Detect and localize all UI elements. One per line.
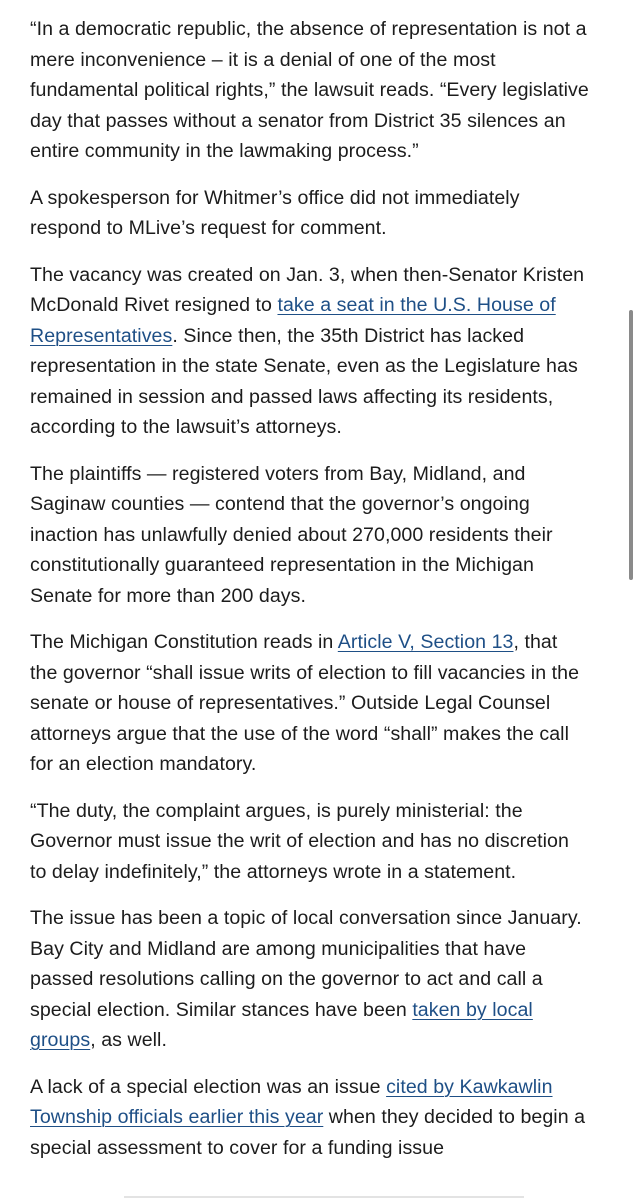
paragraph-lawsuit-quote: [30, 14, 590, 167]
bottom-divider: [124, 1196, 524, 1198]
paragraph-text: when they decided to begin a special assessment to cover for a funding issue: [30, 1106, 586, 1159]
paragraph-kawkawlin: [30, 1072, 590, 1164]
scrollbar-thumb[interactable]: [629, 310, 633, 580]
paragraph-text: The vacancy was created on Jan. 3, when then-Senator Kristen McDonald Rivet resigned to: [30, 263, 585, 316]
link-kawkawlin-township[interactable]: cited by Kawkawlin Township officials earlier this year: [30, 1075, 553, 1128]
paragraph-plaintiffs: [30, 459, 590, 612]
paragraph-text: . Since then, the 35th District has lacked representation in the state Senate, even as the Legislature has remained in session and passed laws affecting its residents, according to the lawsuit’s attorneys.: [30, 324, 578, 438]
link-local-groups[interactable]: taken by local groups: [30, 998, 533, 1051]
paragraph-text: , as well.: [90, 1029, 167, 1051]
paragraph-text: The plaintiffs — registered voters from Bay, Midland, and Saginaw counties — contend that the governor’s ongoing inaction has unlawfully denied about 270,000 residents their constitutionally guaranteed representation in the Michigan Senate for more than 200 days.: [30, 462, 553, 607]
paragraph-text: The issue has been a topic of local conversation since January. Bay City and Midland are among municipalities that have passed resolutions calling on the governor to act and call a special election. Similar stances have been: [30, 907, 582, 1021]
paragraph-text: , that the governor “shall issue writs of election to fill vacancies in the senate or house of representatives.” Outside Legal Counsel attorneys argue that the use of the word “shall” makes the call for an election mandatory.: [30, 631, 580, 775]
paragraph-text: A spokesperson for Whitmer’s office did not immediately respond to MLive’s request for comment.: [30, 186, 520, 239]
paragraph-duty: [30, 796, 590, 888]
paragraph-text: “In a democratic republic, the absence of representation is not a mere inconvenience – it is a denial of one of the most fundamental political rights,” the lawsuit reads. “Every legislative day that passes without a senator from District 35 silences an entire community in the lawmaking process.”: [30, 18, 589, 162]
link-house-seat[interactable]: take a seat in the U.S. House of Representatives: [30, 294, 556, 347]
link-article-v-section-13[interactable]: Article V, Section 13: [337, 631, 514, 653]
paragraph-text: A lack of a special election was an issue: [30, 1075, 387, 1098]
paragraph-text: The Michigan Constitution reads in: [30, 631, 338, 653]
article-body: [30, 14, 590, 1179]
paragraph-vacancy: [30, 260, 590, 443]
paragraph-local-conversation: [30, 903, 590, 1056]
paragraph-spokesperson: [30, 183, 590, 244]
paragraph-text: “The duty, the complaint argues, is purely ministerial: the Governor must issue the writ of election and has no discretion to delay indefinitely,” the attorneys wrote in a statement.: [30, 799, 569, 883]
paragraph-constitution: [30, 627, 590, 780]
